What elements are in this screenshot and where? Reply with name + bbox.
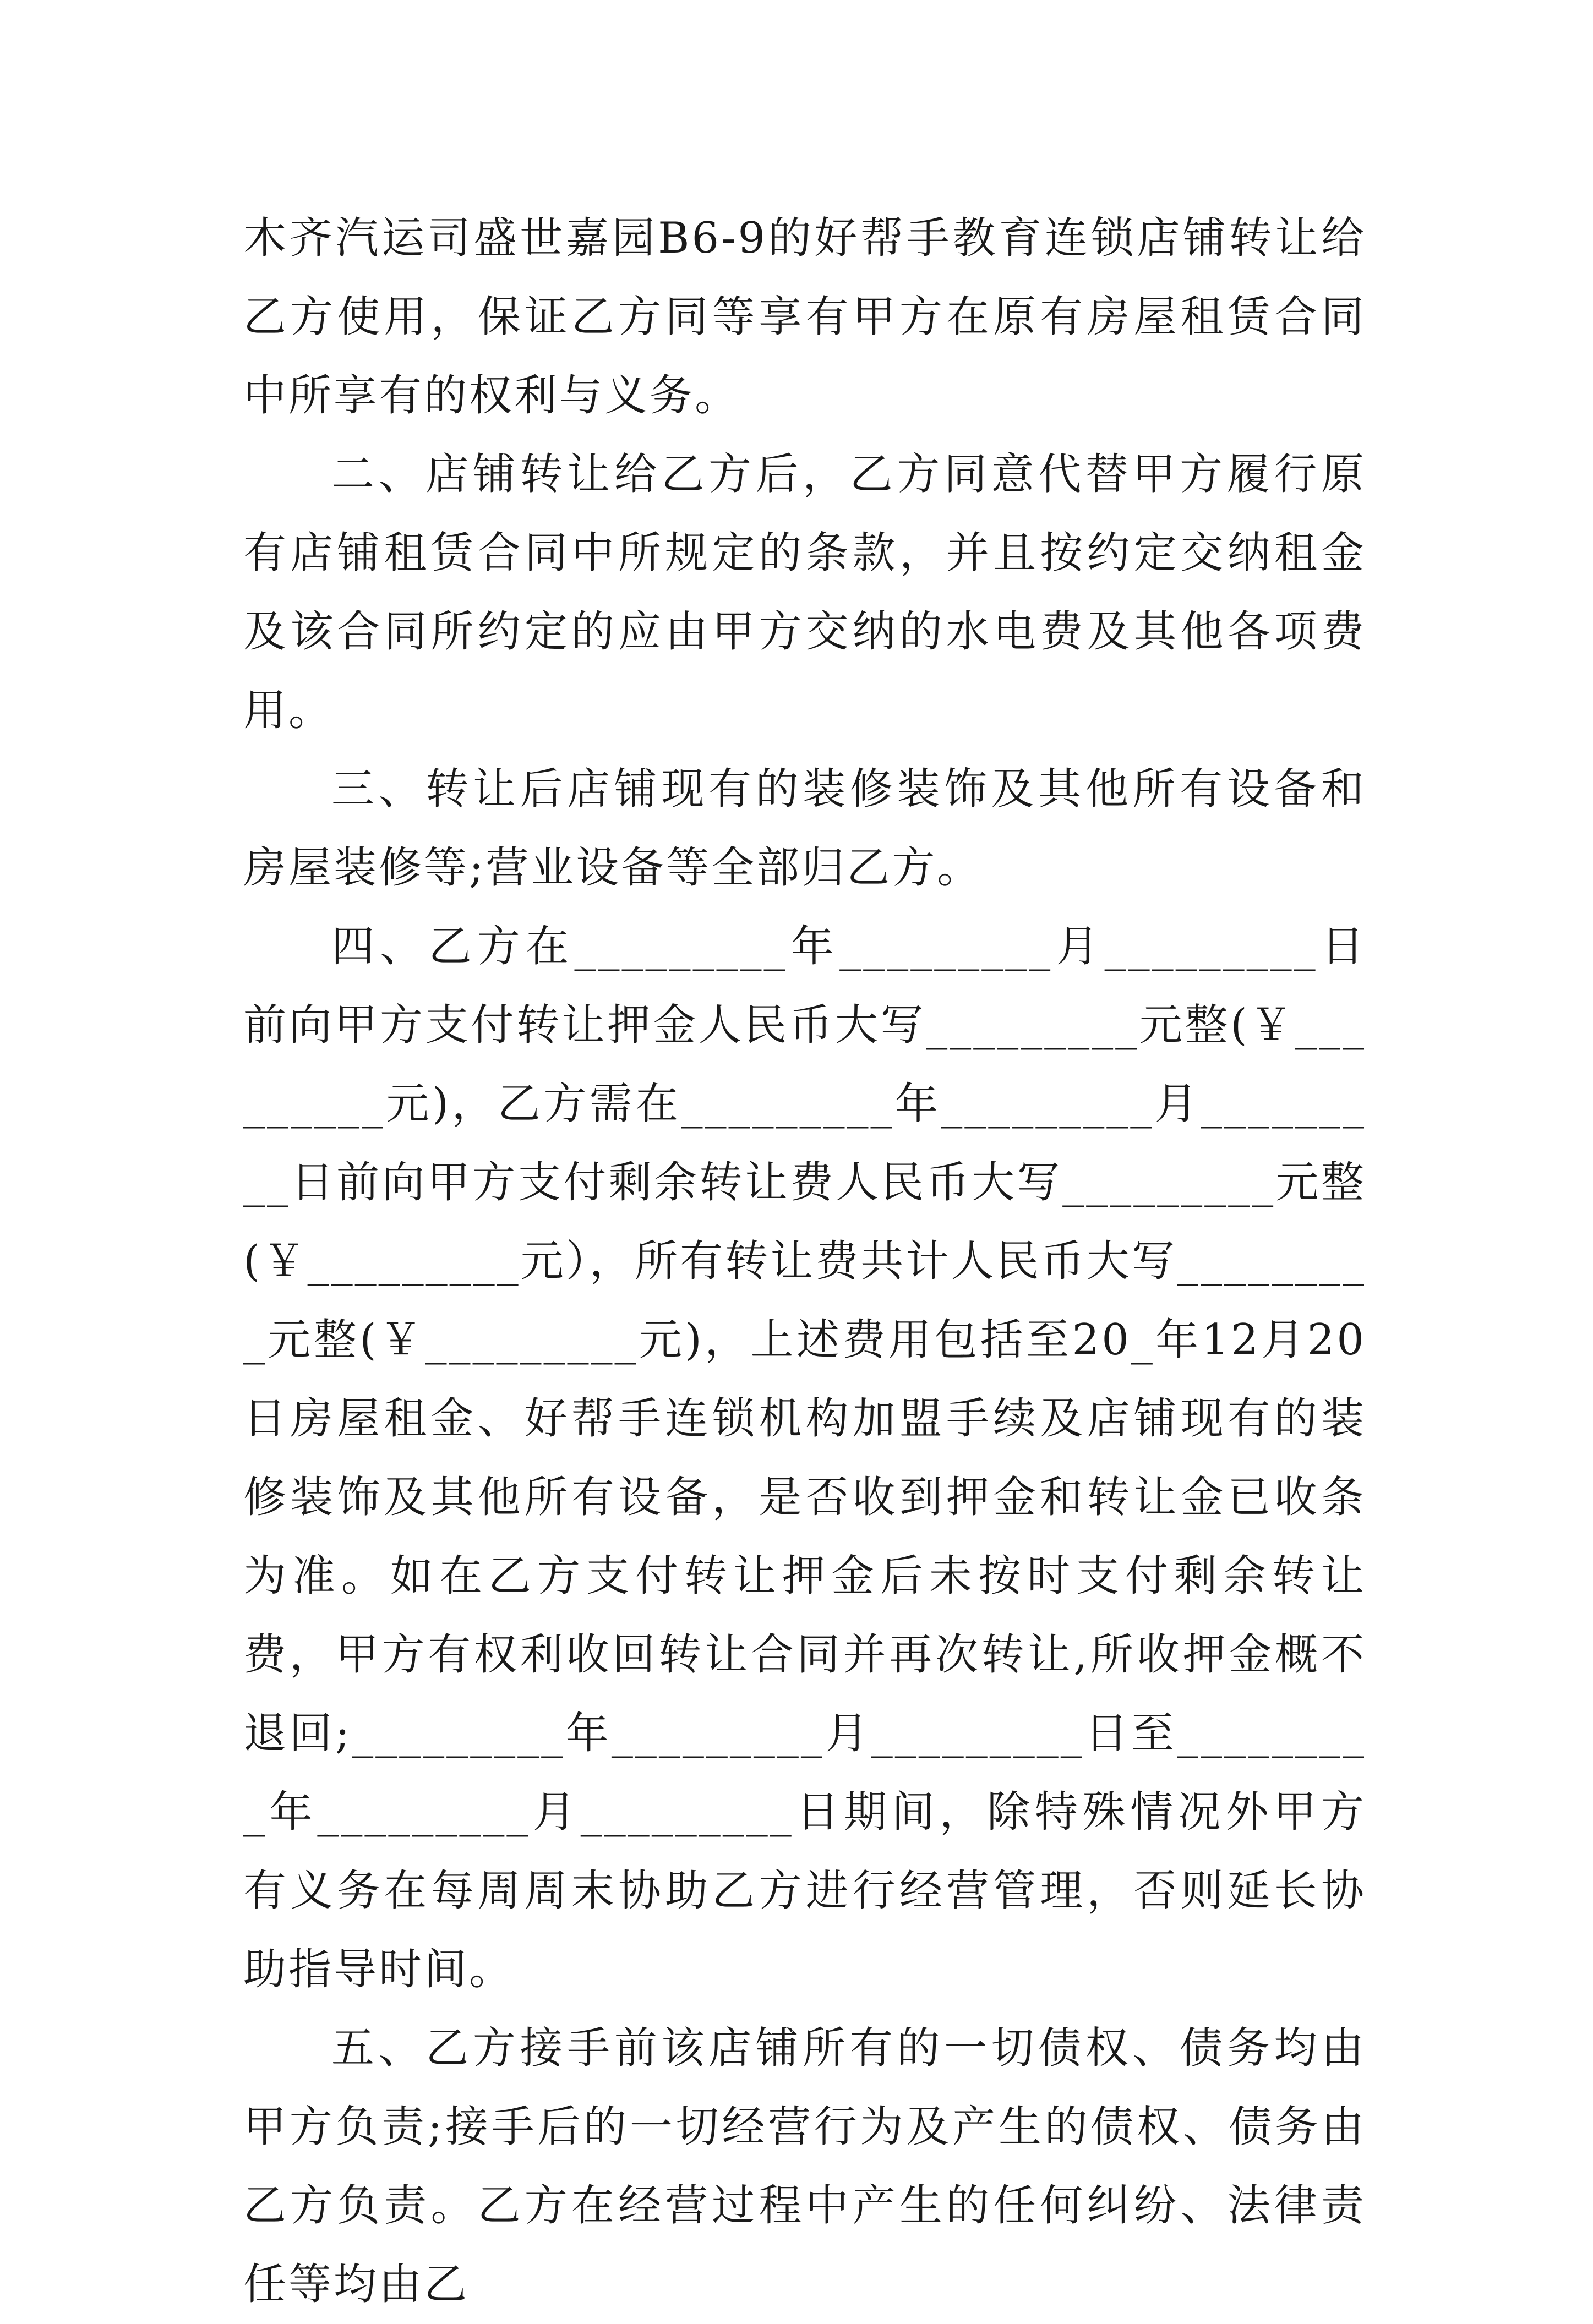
paragraph-clause-2: 二、店铺转让给乙方后，乙方同意代替甲方履行原有店铺租赁合同中所规定的条款，并且按约定交纳租金及该合同所约定的应由甲方交纳的水电费及其他各项费用。 <box>243 450 1366 735</box>
document-body <box>243 199 1366 2324</box>
paragraph-continuation: 木齐汽运司盛世嘉园B6-9的好帮手教育连锁店铺转让给乙方使用，保证乙方同等享有甲方在原有房屋租赁合同中所享有的权利与义务。 <box>243 214 1366 420</box>
paragraph-clause-5: 五、乙方接手前该店铺所有的一切债权、债务均由甲方负责;接手后的一切经营行为及产生的债权、债务由乙方负责。乙方在经营过程中产生的任何纠纷、法律责任等均由乙 <box>243 2024 1366 2309</box>
paragraph-clause-3: 三、转让后店铺现有的装修装饰及其他所有设备和房屋装修等;营业设备等全部归乙方。 <box>243 764 1366 893</box>
paragraph-clause-4: 四、乙方在_________年_________月_________日前向甲方支付转让押金人民币大写_________元整(￥_________元)，乙方需在_________年_________月_________日前向甲方支付剩余转让费人民币大写_________元整(￥_________元），所有转让费共计人民币大写_________元整(￥_________元)，上述费用包括至20_年12月20日房屋租金、好帮手连锁机构加盟手续及店铺现有的装修装饰及其他所有设备，是否收到押金和转让金已收条为准。如在乙方支付转让押金后未按时支付剩余转让费，甲方有权利收回转让合同并再次转让,所收押金概不退回;_________年_________月_________日至_________年_________月_________日期间，除特殊情况外甲方有义务在每周周末协助乙方进行经营管理，否则延长协助指导时间。 <box>243 922 1366 1994</box>
